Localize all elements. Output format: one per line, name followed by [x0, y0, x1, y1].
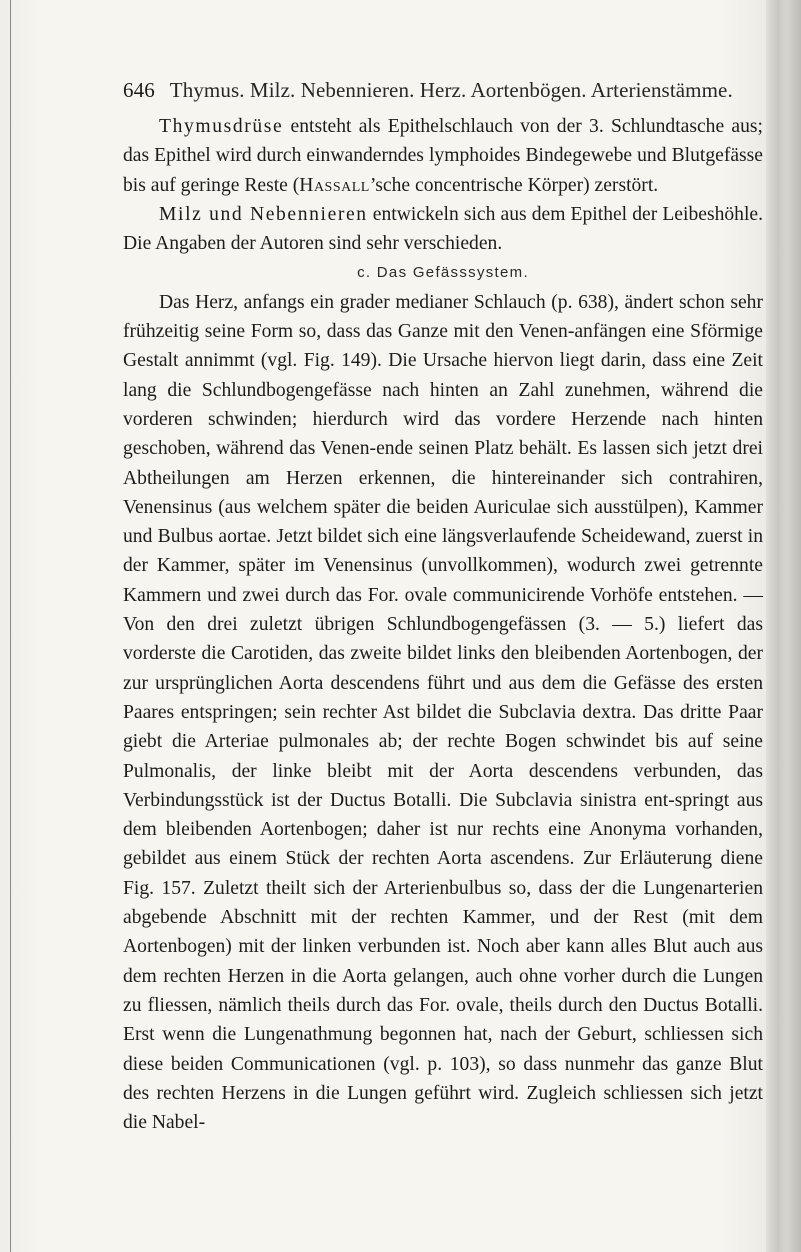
body-text [123, 112, 763, 1137]
page-number: 646 [123, 78, 155, 102]
section-heading: c. Das Gefässsystem. [357, 264, 529, 282]
term-milz-nebennieren: Milz und Nebennieren [159, 203, 368, 225]
paragraph-thymus-text-a: entsteht als Epithelschlauch von der 3. Schlundtasche aus; das Epithel wird durch einwanderndes lymphoides Bindegewebe und Blutgefässe bis auf geringe Reste ( [123, 116, 763, 196]
page-edge-line [10, 0, 11, 1252]
paragraph-milz [123, 200, 763, 259]
term-thymusdruese: Thymusdrüse [159, 116, 284, 137]
running-header [123, 78, 743, 104]
paragraph-thymus-text-b: ’sche concentrische Körper) zerstört. [369, 174, 659, 196]
author-name-hassall: Hassall [299, 174, 370, 196]
paragraph-milz-text: entwickeln sich aus dem Epithel der Leibeshöhle. Die Angaben der Autoren sind sehr verschieden. [123, 203, 763, 255]
running-title: Thymus. Milz. Nebennieren. Herz. Aortenbögen. Arterienstämme. [169, 78, 733, 102]
paragraph-herz: Das Herz, anfangs ein grader medianer Schlauch (p. 638), ändert schon sehr frühzeitig seine Form so, dass das Ganze mit den Venen-anfängen eine Sförmige Gestalt annimmt (vgl. Fig. 149). Die Ursache hiervon liegt darin, dass eine Zeit lang die Schlundbogengefässe nach hinten an Zahl zunehmen, während die vorderen schwinden; hierdurch wird das vordere Herzende nach hinten geschoben, während das Venen-ende seinen Platz behält. Es lassen sich jetzt drei Abtheilungen am Herzen erkennen, die hintereinander sich contrahiren, Venensinus (aus welchem später die beiden Auriculae sich ausstülpen), Kammer und Bulbus aortae. Jetzt bildet sich eine längsverlaufende Scheidewand, zuerst in der Kammer, später im Venensinus (unvollkommen), wodurch zwei getrennte Kammern und zwei durch das For. ovale communicirende Vorhöfe entstehen. — Von den drei zuletzt übrigen Schlundbogengefässen (3. — 5.) liefert das vorderste die Carotiden, das zweite bildet links den bleibenden Aortenbogen, der zur ursprünglichen Aorta descendens führt und aus dem die Gefässe des ersten Paares entspringen; sein rechter Ast bildet die Subclavia dextra. Das dritte Paar giebt die Arteriae pulmonales ab; der rechte Bogen schwindet bis auf seine Pulmonalis, der linke bleibt mit der Aorta descendens verbunden, das Verbindungsstück ist der Ductus Botalli. Die Subclavia sinistra ent-springt aus dem bleibenden Aortenbogen; daher ist nur rechts eine Anonyma vorhanden, gebildet aus einem Stück der rechten Aorta ascendens. Zur Erläuterung diene Fig. 157. Zuletzt theilt sich der Arterienbulbus so, dass der die Lungenarterien abgebende Abschnitt mit der rechten Kammer, und der Rest (mit dem Aortenbogen) mit der linken verbunden ist. Noch aber kann alles Blut auch aus dem rechten Herzen in die Aorta gelangen, auch ohne vorher durch die Lungen zu fliessen, nämlich theils durch das For. ovale, theils durch den Ductus Botalli. Erst wenn die Lungenathmung begonnen hat, nach der Geburt, schliessen sich diese beiden Communicationen (vgl. p. 103), so dass nunmehr das ganze Blut des rechten Herzens in die Lungen geführt wird. Zugleich schliessen sich jetzt die Nabel- [123, 291, 763, 1134]
paragraph-thymus [123, 112, 763, 200]
book-gutter-shadow [766, 0, 801, 1252]
